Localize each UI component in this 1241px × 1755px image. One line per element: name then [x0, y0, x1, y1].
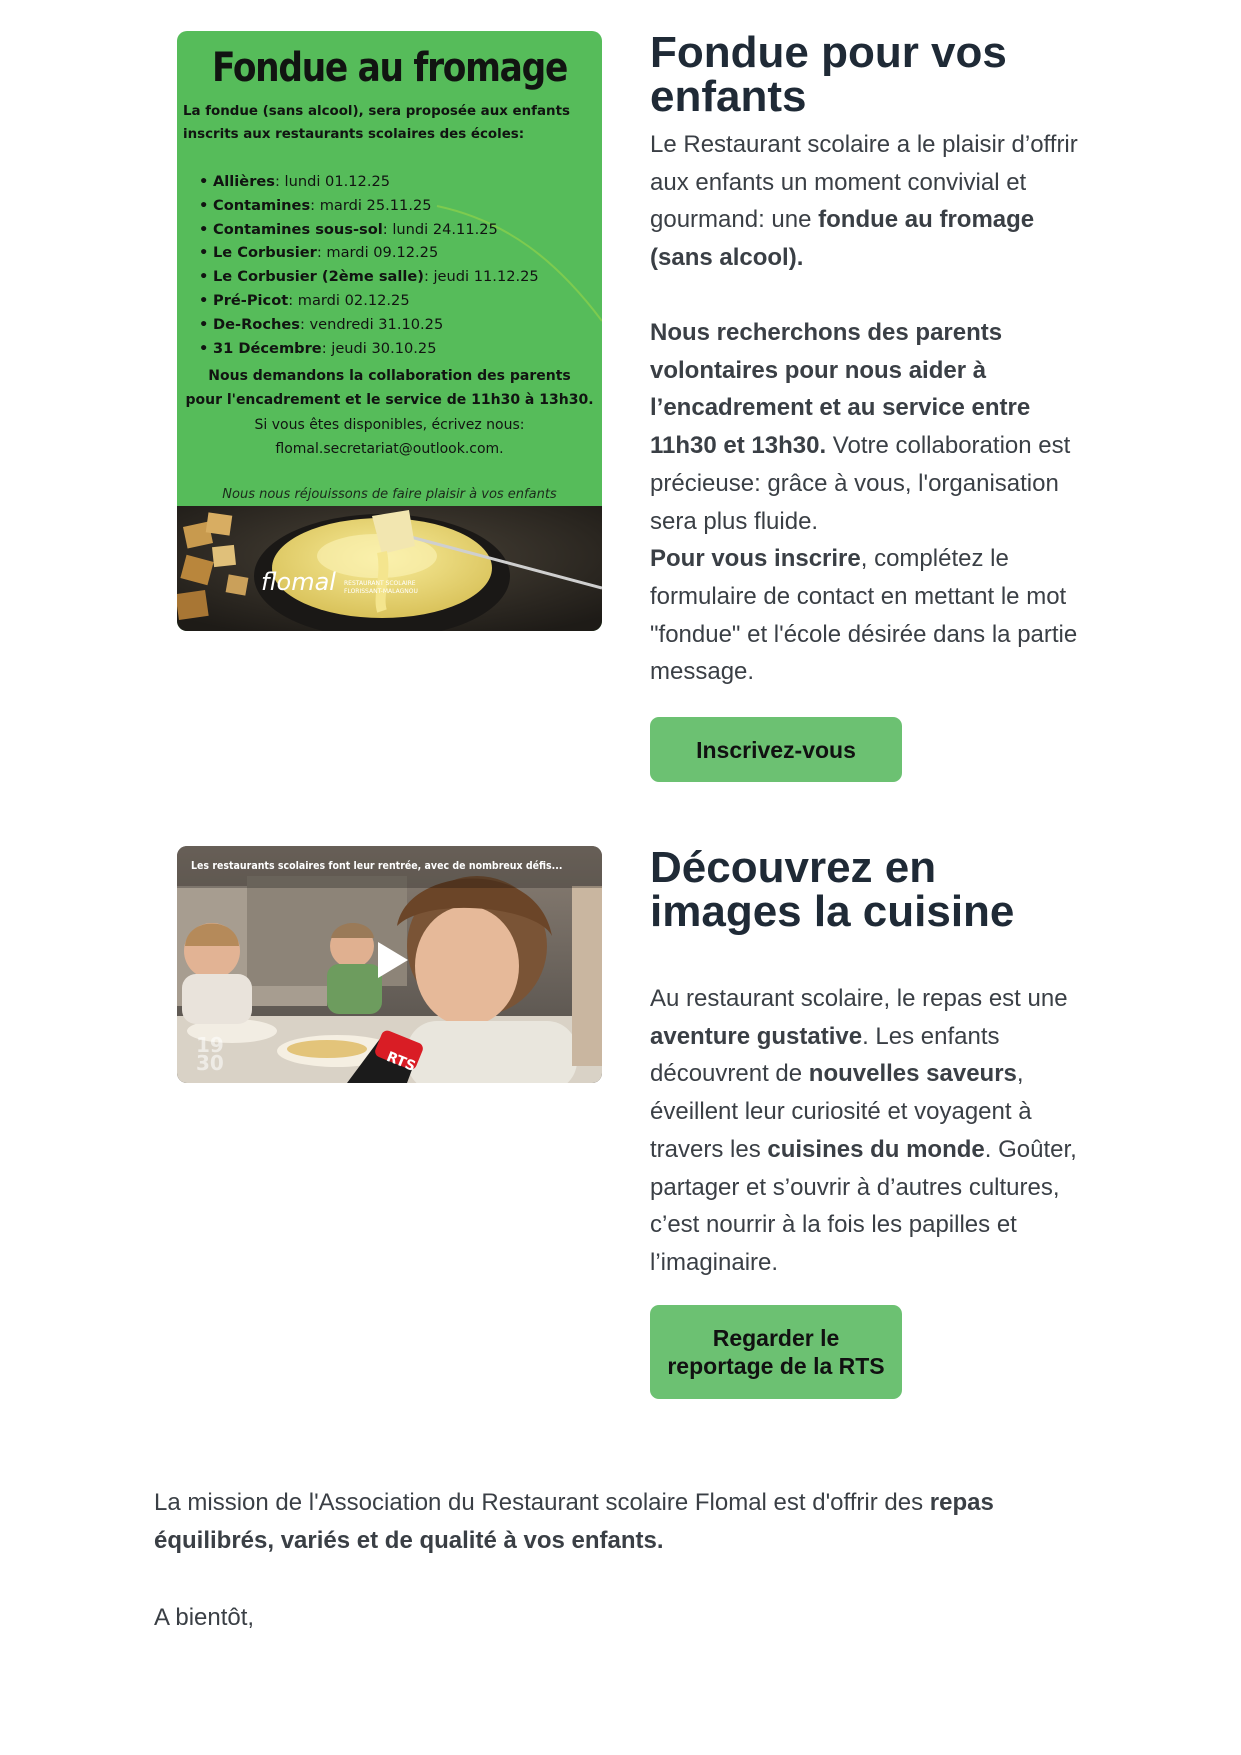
contact-line: Si vous êtes disponibles, écrivez nous:: [254, 417, 525, 433]
school-date: : jeudi 30.10.25: [321, 339, 437, 357]
fondue-pot-illustration: [177, 506, 602, 631]
logo-sub-line: RESTAURANT SCOLAIRE: [344, 580, 416, 587]
mission-statement: [154, 1484, 1104, 1560]
kitchen-heading: [650, 843, 1090, 936]
text-run-bold: repas équilibrés, variés et de qualité à vos enfants.: [154, 1489, 994, 1554]
school-date: : vendredi 31.10.25: [299, 315, 444, 333]
button-line: reportage de la RTS: [667, 1353, 885, 1379]
school-name: Le Corbusier: [213, 244, 317, 262]
flomal-logo: flomal: [261, 568, 336, 596]
text-run-bold: nouvelles saveurs: [808, 1060, 1017, 1088]
school-date: : mardi 02.12.25: [288, 291, 410, 309]
poster-collaboration-text: [177, 364, 602, 412]
video-caption: Les restaurants scolaires font leur rentrée, avec de nombreux défis...: [191, 860, 563, 872]
play-icon[interactable]: [376, 940, 410, 980]
list-item: • De-Roches: vendredi 31.10.25: [199, 315, 444, 333]
text-run-bold: Nous recherchons des parents volontaires pour nous aider à l’encadrement et au service entre 11h30 et 13h30.: [650, 319, 1031, 460]
channel-1930-badge: [196, 1033, 224, 1075]
school-date: : lundi 01.12.25: [274, 173, 391, 190]
text-run: Le Restaurant scolaire a le plaisir d’offrir aux enfants un moment convivial et gourmand: une: [650, 131, 1078, 234]
school-name: Pré-Picot: [213, 291, 289, 309]
heading-line: enfants: [650, 72, 807, 121]
school-date: : lundi 24.11.25: [382, 220, 498, 238]
school-name: Le Corbusier (2ème salle): [213, 268, 424, 286]
poster-intro: La fondue (sans alcool), sera proposée aux enfants inscrits aux restaurants scolaires des écoles:: [183, 104, 570, 142]
list-item: • Allières: lundi 01.12.25: [199, 173, 391, 190]
poster-thanks-text: Nous nous réjouissons de faire plaisir à vos enfants: [222, 487, 557, 502]
logo-sub-line: FLORISSANT-MALAGNOU: [344, 588, 418, 595]
text-run: Votre collaboration est précieuse: grâce à vous, l'organisation sera plus fluide.: [650, 432, 1071, 535]
fondue-heading: [650, 28, 1090, 121]
badge-line: 19: [196, 1033, 224, 1057]
text-run: Au restaurant scolaire, le repas est une: [650, 985, 1068, 1012]
school-name: Contamines: [213, 196, 311, 214]
contact-email: flomal.secretariat@outlook.com.: [275, 441, 504, 457]
text-run: La mission de l'Association du Restaurant scolaire Flomal est d'offrir des: [154, 1489, 930, 1516]
flomal-logo-subtitle: [344, 580, 424, 596]
list-item: • 31 Décembre: jeudi 30.10.25: [199, 339, 437, 357]
school-name: De-Roches: [213, 315, 300, 333]
school-date: : mardi 09.12.25: [316, 244, 439, 262]
fondue-photo: [177, 506, 602, 631]
text-run-bold: fondue au fromage (sans alcool).: [650, 206, 1035, 272]
heading-line: Fondue pour vos: [650, 28, 1007, 77]
badge-line: 30: [196, 1051, 224, 1075]
register-button[interactable]: Inscrivez-vous: [650, 717, 902, 782]
collab-line: pour l'encadrement et le service de 11h30 à 13h30.: [185, 392, 594, 408]
list-item: • Le Corbusier: mardi 09.12.25: [199, 244, 439, 262]
text-run: , complétez le formulaire de contact en mettant le mot "fondue" et l'école désirée dans la partie message.: [650, 545, 1078, 686]
poster-school-list: [199, 170, 599, 360]
fondue-poster-image: [177, 31, 602, 631]
text-run-bold: cuisines du monde: [767, 1135, 985, 1163]
text-run: . Les enfants découvrent de: [650, 1022, 1000, 1088]
rts-logo: RTS: [384, 1049, 418, 1075]
text-run-bold: aventure gustative: [650, 1022, 863, 1050]
heading-line: images la cuisine: [650, 887, 1015, 936]
list-item: • Pré-Picot: mardi 02.12.25: [199, 291, 410, 309]
poster-title: Fondue au fromage: [212, 45, 567, 91]
poster-contact-text: [177, 413, 602, 461]
list-item: • Contamines sous-sol: lundi 24.11.25: [199, 220, 498, 238]
school-date: : jeudi 11.12.25: [423, 268, 539, 286]
text-run: , éveillent leur curiosité et voyagent à travers les: [650, 1060, 1032, 1163]
watch-rts-report-button[interactable]: [650, 1305, 902, 1399]
list-item: • Contamines: mardi 25.11.25: [199, 196, 432, 214]
collab-line: Nous demandons la collaboration des parents: [208, 368, 571, 384]
school-name: 31 Décembre: [213, 339, 322, 357]
button-line: Regarder le: [712, 1325, 840, 1351]
fondue-paragraph-intro: [650, 126, 1090, 277]
text-run: . Goûter, partager et s’ouvrir à d’autres cultures, c’est nourrir à la fois les papilles et l’imaginaire.: [650, 1135, 1077, 1276]
heading-line: Découvrez en: [650, 843, 937, 892]
school-name: Allières: [213, 173, 275, 190]
kitchen-paragraph: [650, 980, 1090, 1282]
list-item: • Le Corbusier (2ème salle): jeudi 11.12.25: [199, 268, 539, 286]
school-name: Contamines sous-sol: [213, 220, 383, 238]
school-date: : mardi 25.11.25: [310, 196, 432, 214]
text-run-bold: Pour vous inscrire: [650, 545, 861, 573]
signoff-text: A bientôt,: [154, 1604, 255, 1631]
fondue-paragraph-volunteers: [650, 314, 1090, 691]
